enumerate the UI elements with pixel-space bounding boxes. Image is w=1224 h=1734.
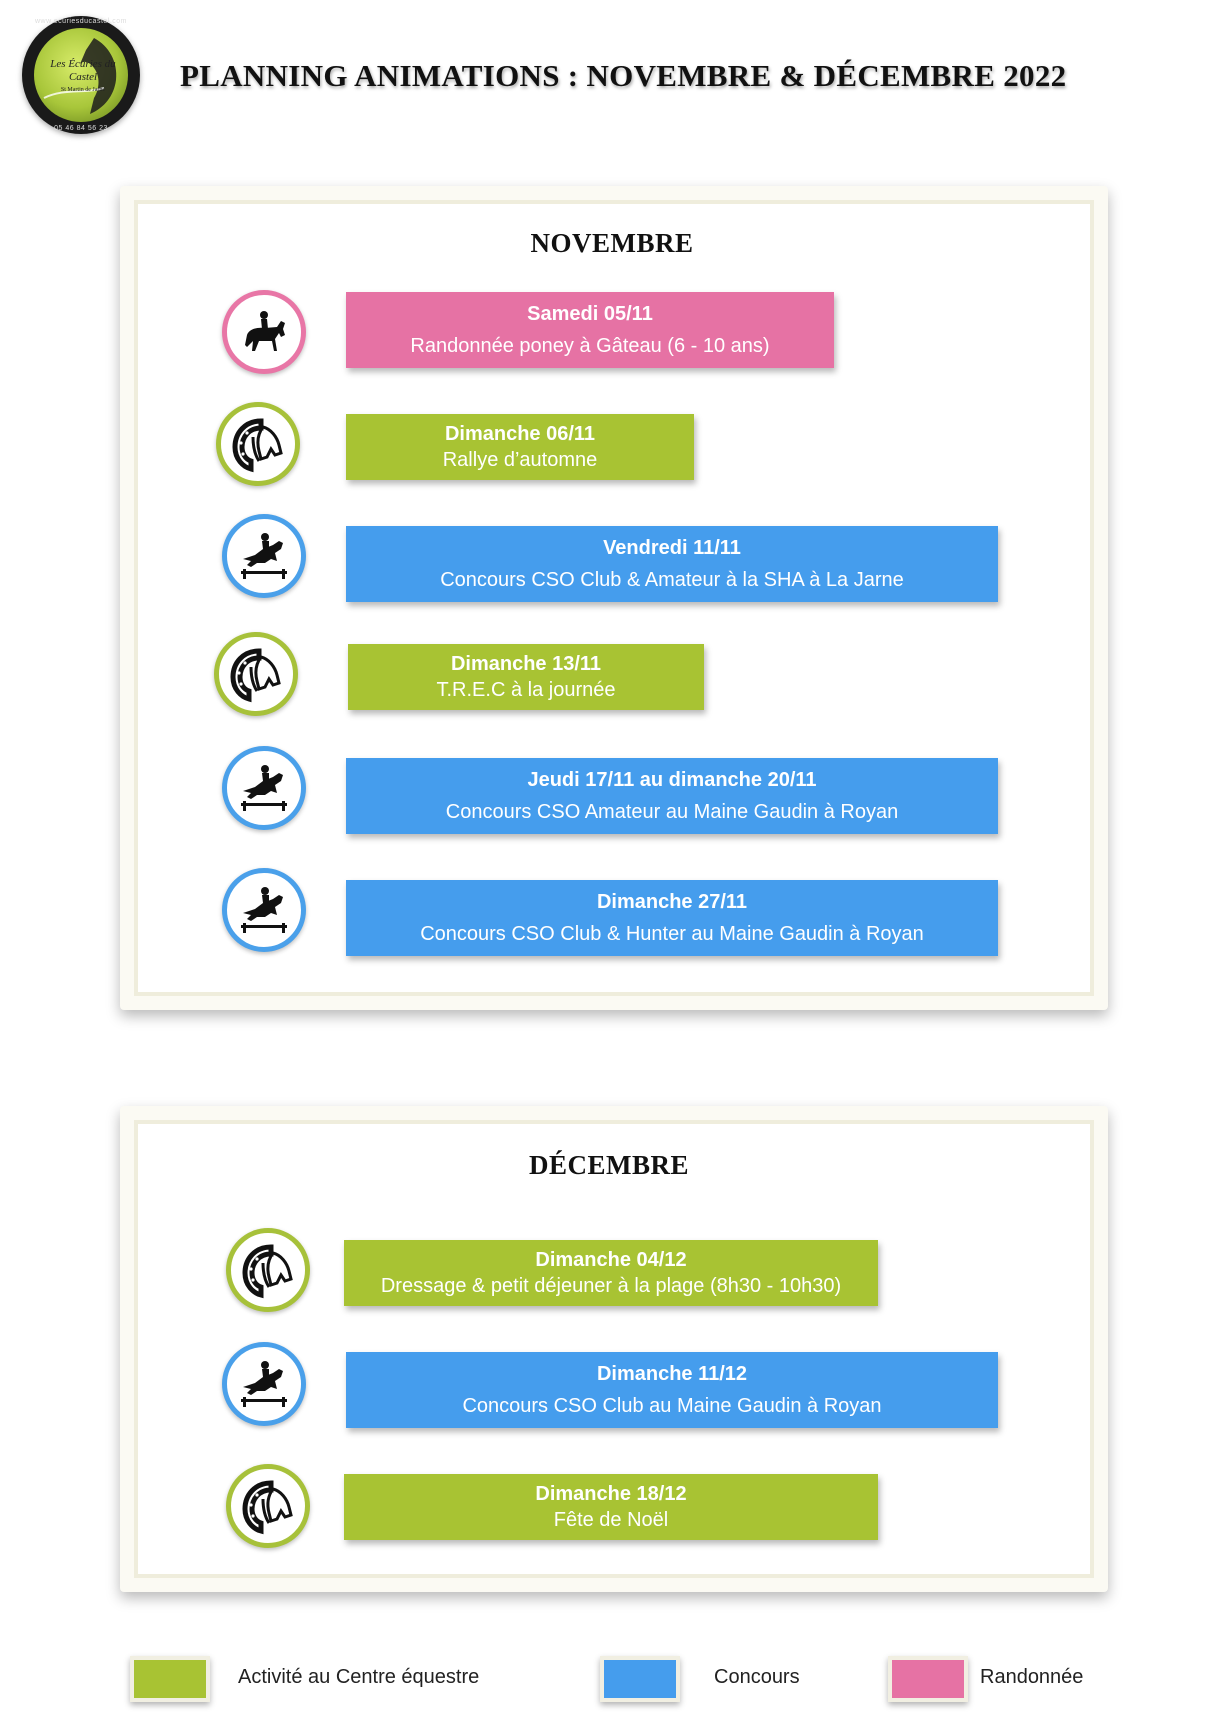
event-card-activite xyxy=(344,1240,878,1306)
december-heading: DÉCEMBRE xyxy=(528,1150,689,1180)
horseshoe-horse-icon xyxy=(226,1464,310,1548)
event-date: Samedi 05/11 xyxy=(527,303,653,325)
legend-label-concours: Concours xyxy=(714,1666,800,1688)
event-description: Concours CSO Amateur au Maine Gaudin à Royan xyxy=(445,801,899,823)
logo-brand-text: Les Écuries du Castel xyxy=(50,58,116,83)
horseshoe-horse-icon xyxy=(226,1228,310,1312)
event-date: Dimanche 27/11 xyxy=(596,891,748,913)
november-heading: NOVEMBRE xyxy=(530,228,694,258)
event-description: Concours CSO Club & Hunter au Maine Gaudin à Royan xyxy=(420,923,924,945)
event-card-concours xyxy=(346,1352,998,1428)
logo-emblem xyxy=(34,28,128,122)
event-card-randonnee xyxy=(346,292,834,368)
trail-rider-icon xyxy=(222,290,306,374)
event-description: Randonnée poney à Gâteau (6 - 10 ans) xyxy=(410,335,770,357)
event-date: Dimanche 04/12 xyxy=(535,1249,687,1271)
event-date: Dimanche 13/11 xyxy=(450,653,602,675)
event-card-concours xyxy=(346,526,998,602)
show-jumping-icon xyxy=(222,868,306,952)
show-jumping-icon xyxy=(222,746,306,830)
legend-label-activite: Activité au Centre équestre xyxy=(238,1666,480,1688)
event-description: T.R.E.C à la journée xyxy=(436,679,616,701)
logo-brand xyxy=(48,58,118,97)
event-date: Dimanche 11/12 xyxy=(596,1363,748,1385)
show-jumping-icon xyxy=(222,1342,306,1426)
legend-swatch-activite xyxy=(130,1656,210,1702)
event-card-concours xyxy=(346,880,998,956)
logo-phone-text: 05 46 84 56 23 xyxy=(54,125,108,132)
club-logo xyxy=(22,16,140,134)
event-description: Concours CSO Club & Amateur à la SHA à La Jarne xyxy=(440,569,904,591)
event-description: Concours CSO Club au Maine Gaudin à Royan xyxy=(462,1395,882,1417)
legend-swatch-concours xyxy=(600,1656,680,1702)
event-card-activite xyxy=(346,414,694,480)
logo-place-text: St Martin de Jarne xyxy=(60,87,106,93)
event-card-concours xyxy=(346,758,998,834)
page-title: PLANNING ANIMATIONS : NOVEMBRE & DÉCEMBRE 2022 xyxy=(180,58,1067,93)
horseshoe-horse-icon xyxy=(214,632,298,716)
show-jumping-icon xyxy=(222,514,306,598)
logo-website-text: www.ecuriesducastel.com xyxy=(34,18,128,25)
event-date: Vendredi 11/11 xyxy=(603,537,741,559)
legend-swatch-randonnee xyxy=(888,1656,968,1702)
event-date: Jeudi 17/11 au dimanche 20/11 xyxy=(527,769,817,791)
event-card-activite xyxy=(344,1474,878,1540)
event-description: Rallye d’automne xyxy=(442,449,598,471)
event-description: Fête de Noël xyxy=(553,1509,669,1531)
horseshoe-horse-icon xyxy=(216,402,300,486)
event-card-activite xyxy=(348,644,704,710)
event-date: Dimanche 06/11 xyxy=(444,423,596,445)
event-description: Dressage & petit déjeuner à la plage (8h30 - 10h30) xyxy=(380,1275,842,1297)
event-date: Dimanche 18/12 xyxy=(535,1483,687,1505)
legend-label-randonnee: Randonnée xyxy=(980,1666,1084,1688)
